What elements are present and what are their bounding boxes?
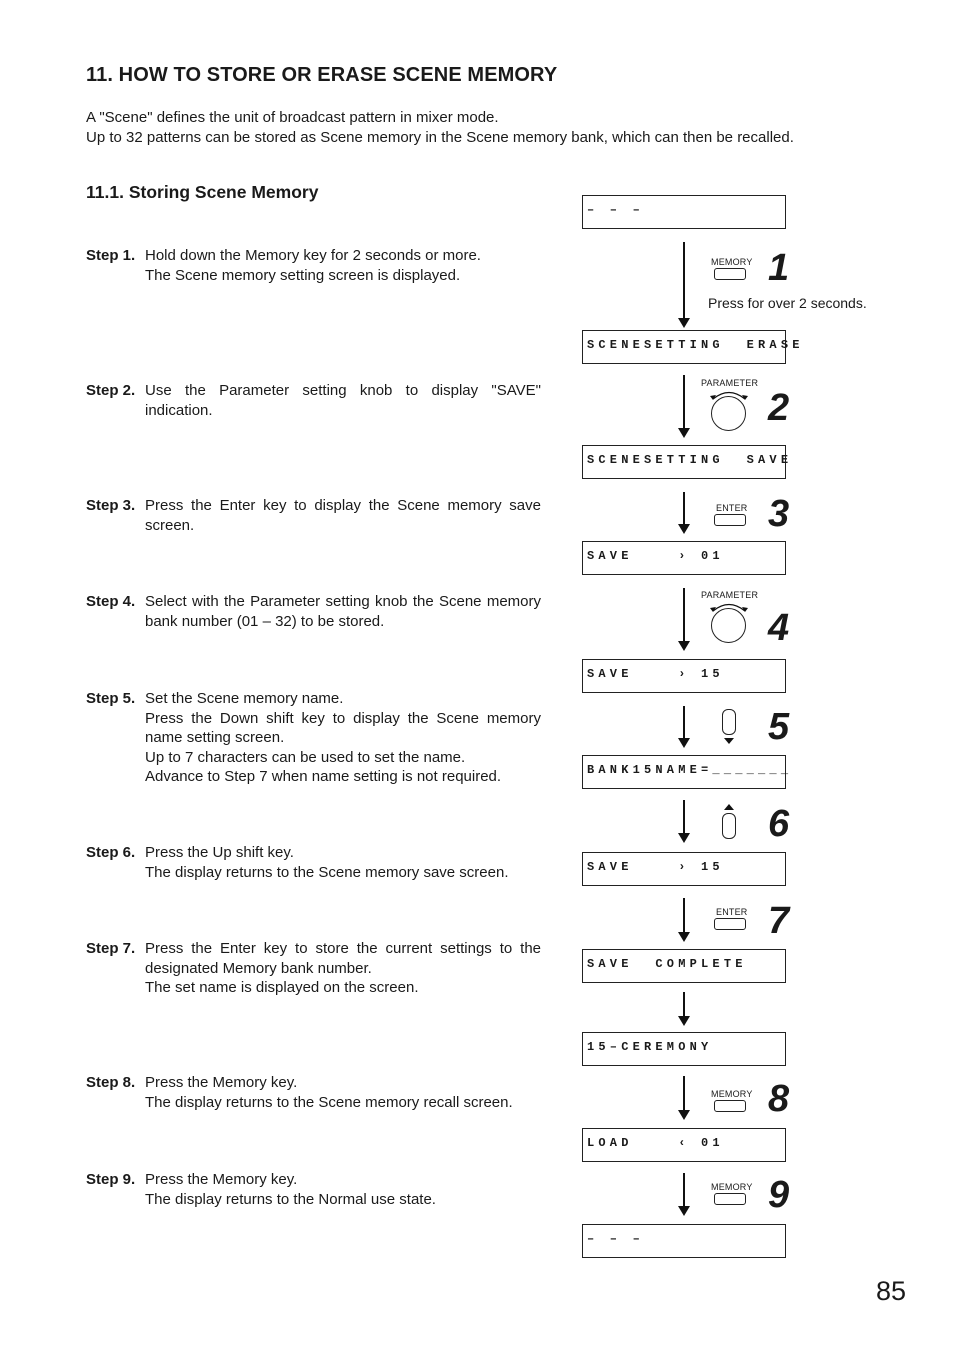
down-shift-key-icon: [722, 709, 736, 735]
lcd-display: BANK15NAME=_______: [582, 755, 786, 789]
step-number: 8: [768, 1078, 790, 1120]
section-title: 11. HOW TO STORE OR ERASE SCENE MEMORY: [86, 64, 558, 86]
memory-key-label: MEMORY: [711, 1089, 753, 1099]
lcd-display: SCENESETTING ERASE: [582, 330, 786, 364]
enter-key-label: ENTER: [716, 907, 748, 917]
step-5: [86, 689, 541, 787]
intro-line: A "Scene" defines the unit of broadcast pattern in mixer mode.: [86, 109, 499, 126]
step-line: Press the Down shift key to display the Scene memory name setting screen.: [145, 709, 541, 746]
lcd-display: – – –: [582, 195, 786, 229]
lcd-display: 15–CEREMONY: [582, 1032, 786, 1066]
step-line: The display returns to the Scene memory save screen.: [145, 863, 509, 881]
step-line: Hold down the Memory key for 2 seconds or more.: [145, 247, 481, 264]
lcd-display: SAVE › 01: [582, 541, 786, 575]
step-line: Select with the Parameter setting knob the Scene memory bank number (01 – 32) to be stored.: [145, 593, 541, 630]
step-label: Step 1.: [86, 247, 136, 264]
step-number: 5: [768, 706, 790, 748]
step-number: 1: [768, 247, 790, 289]
step-number: 3: [768, 493, 790, 535]
parameter-knob-label: PARAMETER: [701, 378, 759, 388]
step-line: Up to 7 characters can be used to set the name.: [145, 748, 466, 766]
step-number: 4: [768, 607, 790, 649]
step-line: Press the Memory key.: [145, 1074, 298, 1091]
up-shift-key-icon: [722, 813, 736, 839]
step-label: Step 8.: [86, 1074, 136, 1091]
step-line: Press the Enter key to store the current settings to the designated Memory bank number.: [145, 940, 541, 977]
step-line: The display returns to the Scene memory recall screen.: [145, 1093, 513, 1111]
step-label: Step 2.: [86, 382, 136, 399]
parameter-knob-icon: [711, 396, 746, 431]
step-line: Press the Memory key.: [145, 1171, 298, 1188]
parameter-knob-icon: [711, 608, 746, 643]
lcd-display: SAVE COMPLETE: [582, 949, 786, 983]
step-line: Use the Parameter setting knob to display "SAVE" indication.: [145, 382, 541, 419]
step-line: Set the Scene memory name.: [145, 690, 344, 707]
intro-line: Up to 32 patterns can be stored as Scene memory in the Scene memory bank, which can then be recalled.: [86, 128, 794, 146]
subsection-title: 11.1. Storing Scene Memory: [86, 182, 319, 202]
step-1: [86, 246, 541, 285]
intro-text: [86, 108, 794, 147]
enter-key-icon: [714, 514, 746, 526]
memory-key-label: MEMORY: [711, 257, 753, 267]
step-line: Advance to Step 7 when name setting is not required.: [145, 768, 502, 785]
parameter-knob-label: PARAMETER: [701, 590, 759, 600]
enter-key-icon: [714, 918, 746, 930]
step-9: [86, 1170, 541, 1209]
lcd-display: SCENESETTING SAVE: [582, 445, 786, 479]
lcd-display: LOAD ‹ 01: [582, 1128, 786, 1162]
step-label: Step 6.: [86, 844, 136, 861]
memory-key-icon: [714, 268, 746, 280]
step-label: Step 7.: [86, 940, 136, 957]
memory-key-label: MEMORY: [711, 1182, 753, 1192]
up-triangle-icon: [724, 804, 734, 810]
step-number: 9: [768, 1174, 790, 1216]
step-line: The Scene memory setting screen is displayed.: [145, 266, 461, 284]
down-triangle-icon: [724, 738, 734, 744]
memory-key-icon: [714, 1193, 746, 1205]
step-line: Press the Enter key to display the Scene memory save screen.: [145, 497, 541, 534]
step-label: Step 9.: [86, 1171, 136, 1188]
step-3: [86, 496, 541, 535]
memory-key-icon: [714, 1100, 746, 1112]
step-label: Step 3.: [86, 497, 136, 514]
step-line: The set name is displayed on the screen.: [145, 979, 419, 996]
step-7: [86, 939, 541, 998]
step-number: 6: [768, 803, 790, 845]
lcd-display: SAVE › 15: [582, 659, 786, 693]
step-number: 7: [768, 900, 790, 942]
step-1-note: Press for over 2 seconds.: [708, 295, 867, 311]
step-line: Press the Up shift key.: [145, 844, 294, 861]
enter-key-label: ENTER: [716, 503, 748, 513]
step-4: [86, 592, 541, 631]
lcd-display: – – –: [582, 1224, 786, 1258]
step-8: [86, 1073, 541, 1112]
step-label: Step 5.: [86, 690, 136, 707]
step-line: The display returns to the Normal use state.: [145, 1190, 436, 1208]
step-6: [86, 843, 541, 882]
step-label: Step 4.: [86, 593, 136, 610]
step-2: [86, 381, 541, 420]
step-number: 2: [768, 387, 790, 429]
page-number: 85: [876, 1276, 907, 1306]
lcd-display: SAVE › 15: [582, 852, 786, 886]
